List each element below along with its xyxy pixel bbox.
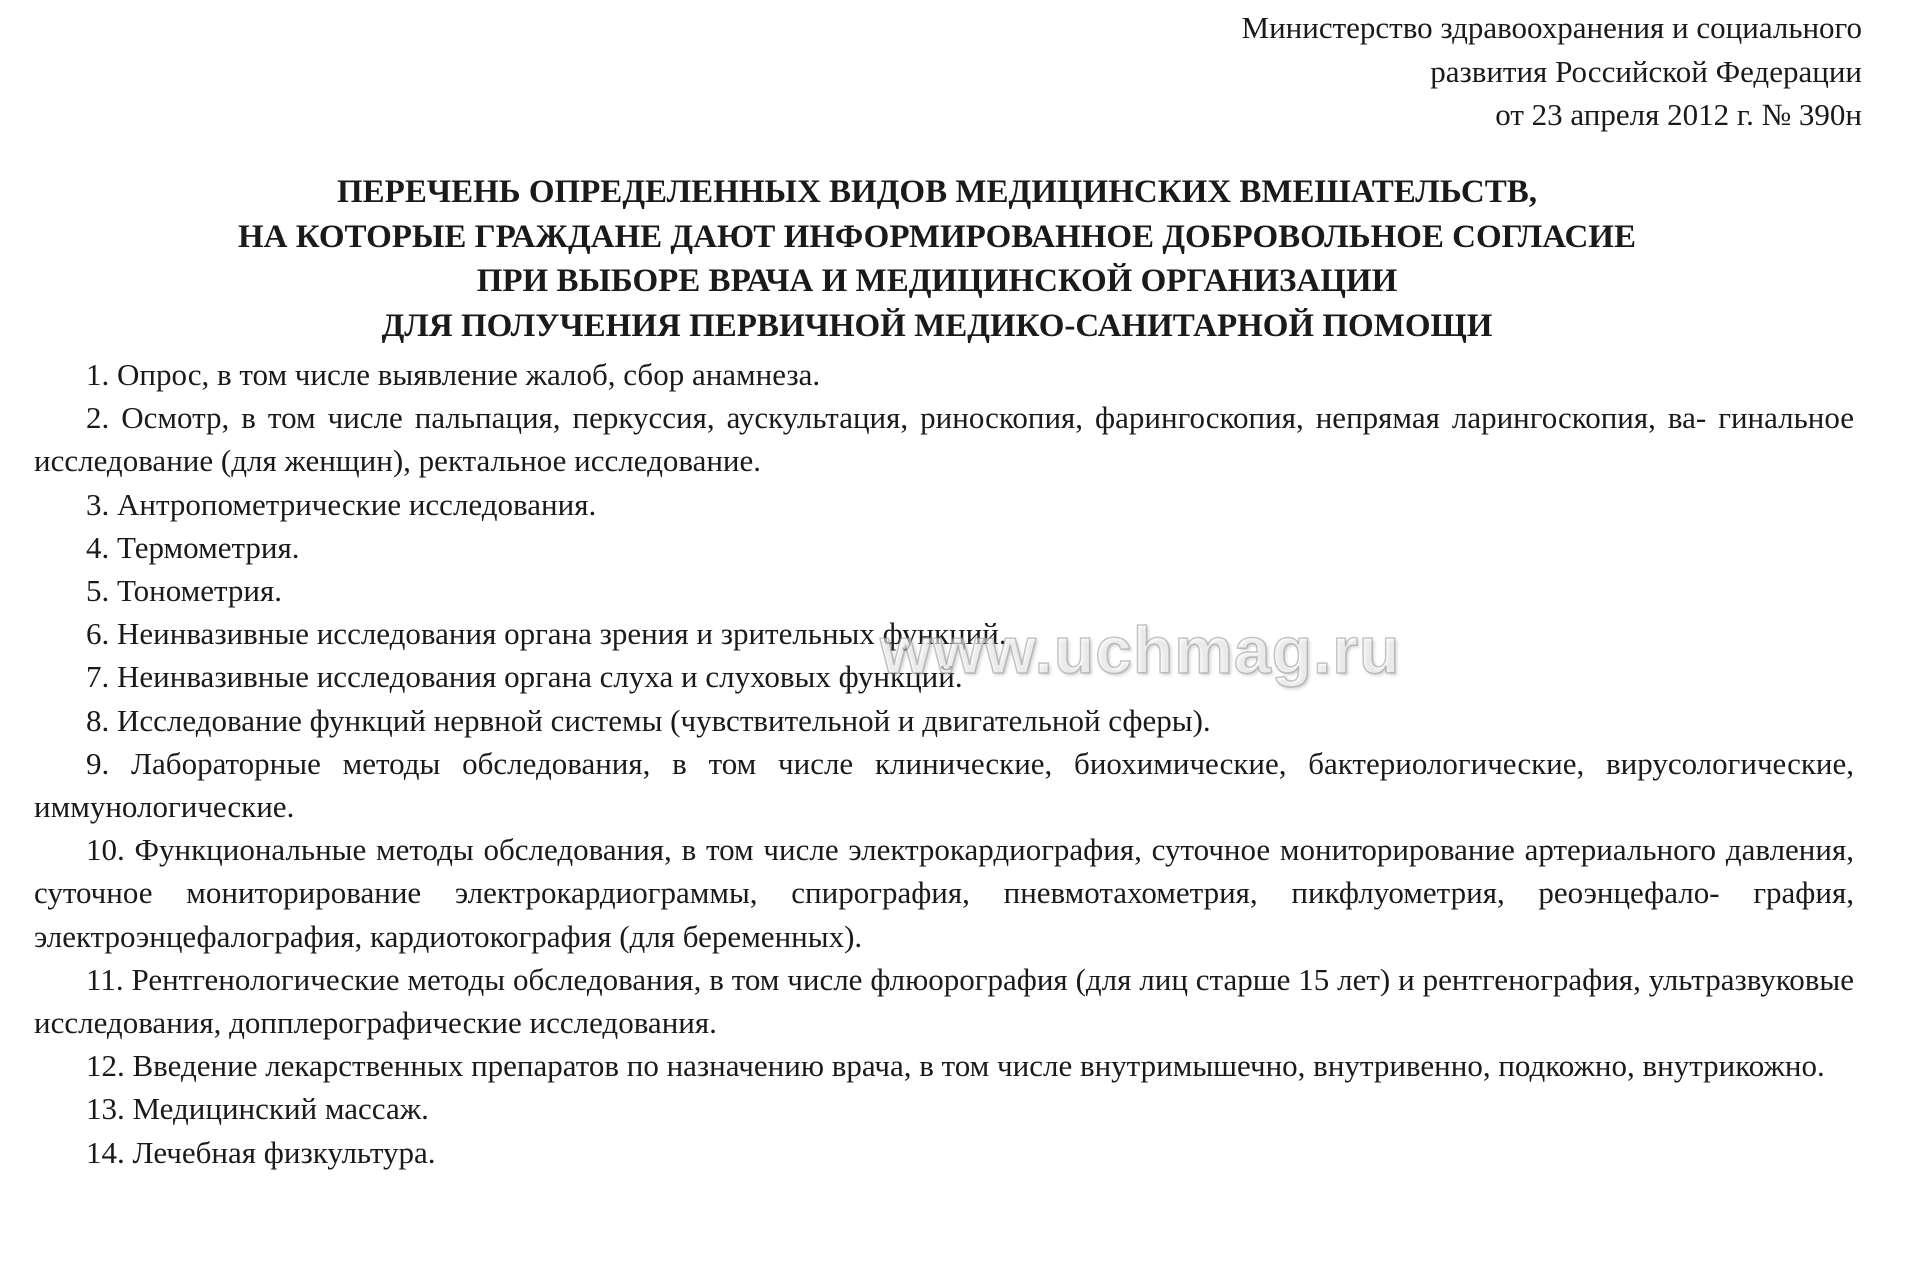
list-item: 9. Лабораторные методы обследования, в том числе клинические, биохимические, бактериологические, вирусологические, иммунологические. bbox=[34, 745, 1854, 825]
intervention-list bbox=[34, 353, 1854, 1174]
title-line: ПЕРЕЧЕНЬ ОПРЕДЕЛЕННЫХ ВИДОВ МЕДИЦИНСКИХ ВМЕШАТЕЛЬСТВ, bbox=[337, 174, 1537, 210]
list-item: 12. Введение лекарственных препаратов по назначению врача, в том числе внутримышечно, внутривенно, подкожно, внутрикожно. bbox=[86, 1048, 1825, 1084]
list-item: 7. Неинвазивные исследования органа слуха и слуховых функций. bbox=[86, 659, 963, 695]
title-line: НА КОТОРЫЕ ГРАЖДАНЕ ДАЮТ ИНФОРМИРОВАННОЕ ДОБРОВОЛЬНОЕ СОГЛАСИЕ bbox=[237, 218, 1636, 255]
list-item: 2. Осмотр, в том числе пальпация, перкуссия, аускультация, риноскопия, фарингоскопия, непрямая ларингоскопия, ва- гинальное исследование (для женщин), ректальное исследование. bbox=[34, 400, 1854, 479]
header-line: от 23 апреля 2012 г. № 390н bbox=[1495, 97, 1862, 132]
list-item: 11. Рентгенологические методы обследования, в том числе флюорография (для лиц старше 15 лет) и рентгенография, ультразвуковые исследования, допплерографические исследования. bbox=[34, 961, 1854, 1041]
document-title bbox=[28, 170, 1846, 348]
header-line: Министерство здравоохранения и социального bbox=[1241, 10, 1862, 45]
header-line: развития Российской Федерации bbox=[1430, 53, 1862, 89]
list-item: 10. Функциональные методы обследования, в том числе электрокардиография, суточное мониторирование артериального давления, суточное мониторирование электрокардиограммы, спирография, пневмотахометрия, пикфлуометрия, реоэнцефало- графия, электроэнцефалография, кардиотокография (для беременных). bbox=[34, 832, 1854, 954]
watermark: www.uchmag.ru bbox=[880, 613, 1401, 687]
list-item: 5. Тонометрия. bbox=[86, 573, 283, 609]
title-line: ДЛЯ ПОЛУЧЕНИЯ ПЕРВИЧНОЙ МЕДИКО-САНИТАРНОЙ ПОМОЩИ bbox=[381, 307, 1493, 344]
title-line: ПРИ ВЫБОРЕ ВРАЧА И МЕДИЦИНСКОЙ ОРГАНИЗАЦИИ bbox=[476, 263, 1398, 299]
list-item: 14. Лечебная физкультура. bbox=[86, 1134, 436, 1170]
list-item: 8. Исследование функций нервной системы (чувствительной и двигательной сферы). bbox=[86, 702, 1211, 738]
list-item: 1. Опрос, в том числе выявление жалоб, сбор анамнеза. bbox=[86, 357, 821, 392]
list-item: 6. Неинвазивные исследования органа зрения и зрительных функций. bbox=[86, 616, 1007, 652]
document-header bbox=[1242, 6, 1863, 137]
list-item: 3. Антропометрические исследования. bbox=[86, 486, 597, 522]
list-item: 13. Медицинский массаж. bbox=[86, 1091, 429, 1127]
list-item: 4. Термометрия. bbox=[86, 529, 300, 565]
